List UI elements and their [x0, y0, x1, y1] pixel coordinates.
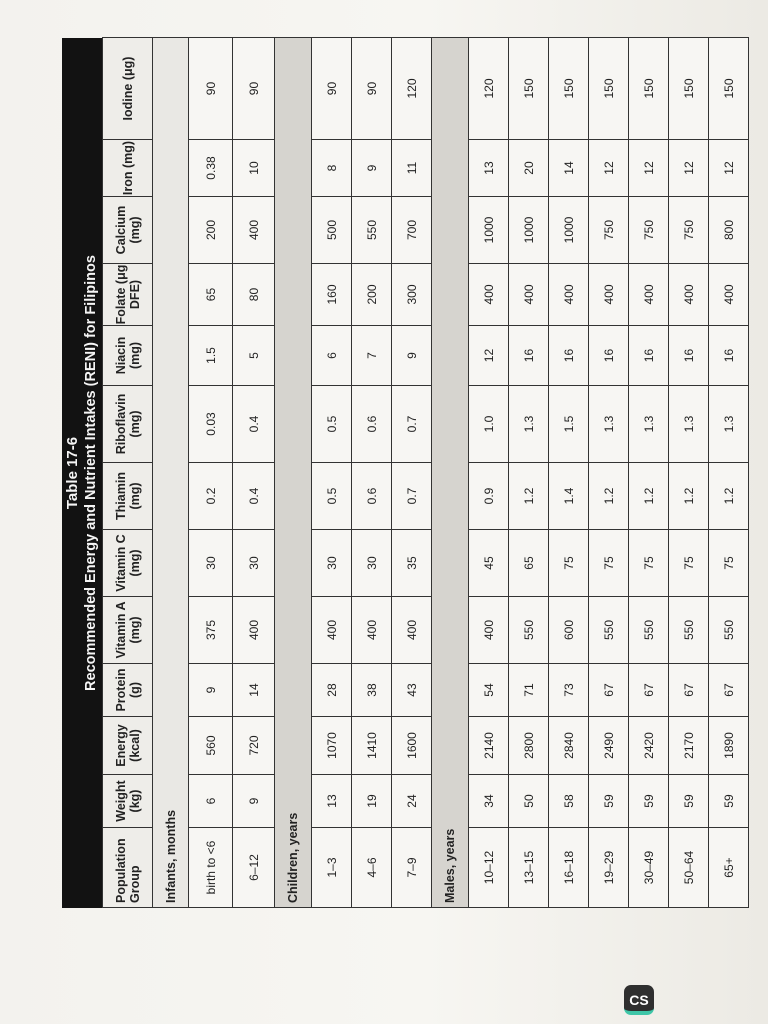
table-cell: 7: [352, 326, 392, 386]
table-cell: 6: [189, 775, 233, 828]
table-cell: 75: [549, 530, 589, 597]
section-row-infants: [153, 38, 189, 908]
table-cell: 150: [509, 38, 549, 140]
table-cell: 16: [589, 326, 629, 386]
table-cell: 58: [549, 775, 589, 828]
table-cell: 800: [709, 197, 749, 264]
table-cell: 4–6: [352, 828, 392, 908]
header-vitamin-a: Vitamin A (mg): [103, 597, 153, 664]
table-cell: 6–12: [233, 828, 275, 908]
table-cell: 400: [312, 597, 352, 664]
table-cell: 19: [352, 775, 392, 828]
table-cell: 400: [352, 597, 392, 664]
table-cell: 560: [189, 717, 233, 775]
section-row-males: [432, 38, 469, 908]
table-cell: 720: [233, 717, 275, 775]
table-cell: 2170: [669, 717, 709, 775]
table-cell: 73: [549, 664, 589, 717]
table-row: [312, 38, 352, 908]
table-cell: birth to <6: [189, 828, 233, 908]
table-cell: 1.2: [509, 463, 549, 530]
table-cell: 67: [709, 664, 749, 717]
table-cell: 30: [312, 530, 352, 597]
table-cell: 16: [709, 326, 749, 386]
table-cell: 90: [233, 38, 275, 140]
table-cell: 35: [392, 530, 432, 597]
table-cell: 59: [629, 775, 669, 828]
table-cell: 30: [352, 530, 392, 597]
table-cell: 2800: [509, 717, 549, 775]
table-cell: 1.0: [469, 386, 509, 463]
table-cell: 59: [669, 775, 709, 828]
table-cell: 71: [509, 664, 549, 717]
camscanner-logo-icon: CS: [624, 985, 654, 1015]
table-cell: 1000: [469, 197, 509, 264]
table-cell: 400: [392, 597, 432, 664]
table-cell: 0.5: [312, 463, 352, 530]
table-cell: 375: [189, 597, 233, 664]
table-cell: 1.2: [709, 463, 749, 530]
table-cell: 50–64: [669, 828, 709, 908]
table-cell: 9: [352, 140, 392, 197]
table-cell: 400: [669, 264, 709, 326]
table-cell: 16: [549, 326, 589, 386]
table-cell: 34: [469, 775, 509, 828]
table-cell: 750: [669, 197, 709, 264]
table-cell: 14: [233, 664, 275, 717]
table-cell: 65: [189, 264, 233, 326]
table-cell: 2420: [629, 717, 669, 775]
table-cell: 150: [629, 38, 669, 140]
table-row: [509, 38, 549, 908]
table-cell: 0.2: [189, 463, 233, 530]
table-cell: 9: [233, 775, 275, 828]
table-cell: 80: [233, 264, 275, 326]
table-cell: 1000: [509, 197, 549, 264]
table-cell: 400: [233, 597, 275, 664]
table-cell: 0.7: [392, 386, 432, 463]
table-cell: 12: [709, 140, 749, 197]
header-vitamin-c: Vitamin C (mg): [103, 530, 153, 597]
table-cell: 90: [189, 38, 233, 140]
table-cell: 550: [669, 597, 709, 664]
header-riboflavin: Riboflavin (mg): [103, 386, 153, 463]
header-energy: Energy (kcal): [103, 717, 153, 775]
table-cell: 0.38: [189, 140, 233, 197]
table-cell: 12: [469, 326, 509, 386]
table-cell: 0.6: [352, 463, 392, 530]
table-cell: 38: [352, 664, 392, 717]
table-cell: 750: [629, 197, 669, 264]
section-row-children: [275, 38, 312, 908]
table-cell: 30–49: [629, 828, 669, 908]
table-cell: 120: [469, 38, 509, 140]
table-cell: 1.2: [629, 463, 669, 530]
table-cell: 13: [312, 775, 352, 828]
table-cell: 28: [312, 664, 352, 717]
table-cell: 75: [589, 530, 629, 597]
table-row: [549, 38, 589, 908]
table-row: [669, 38, 709, 908]
table-cell: 12: [629, 140, 669, 197]
header-iodine: Iodine (μg): [103, 38, 153, 140]
table-cell: 54: [469, 664, 509, 717]
table-cell: 150: [549, 38, 589, 140]
table-cell: 8: [312, 140, 352, 197]
table-cell: 30: [189, 530, 233, 597]
table-cell: 16–18: [549, 828, 589, 908]
table-cell: 1.3: [669, 386, 709, 463]
table-cell: 75: [669, 530, 709, 597]
table-cell: 1.3: [509, 386, 549, 463]
table-cell: 1000: [549, 197, 589, 264]
table-cell: 59: [709, 775, 749, 828]
table-cell: 0.4: [233, 463, 275, 530]
table-cell: 300: [392, 264, 432, 326]
table-cell: 16: [629, 326, 669, 386]
header-iron: Iron (mg): [103, 140, 153, 197]
table-cell: 90: [352, 38, 392, 140]
table-cell: 750: [589, 197, 629, 264]
table-cell: 550: [589, 597, 629, 664]
table-cell: 400: [629, 264, 669, 326]
table-cell: 1.2: [669, 463, 709, 530]
table-row: [709, 38, 749, 908]
table-cell: 13–15: [509, 828, 549, 908]
table-cell: 10–12: [469, 828, 509, 908]
header-thiamin: Thiamin (mg): [103, 463, 153, 530]
header-protein: Protein (g): [103, 664, 153, 717]
table-cell: 65: [509, 530, 549, 597]
section-label: Infants, months: [153, 38, 189, 908]
table-cell: 400: [469, 597, 509, 664]
table-cell: 59: [589, 775, 629, 828]
table-title: Recommended Energy and Nutrient Intakes (RENI) for Filipinos: [83, 255, 99, 691]
table-cell: 400: [509, 264, 549, 326]
table-cell: 1.5: [549, 386, 589, 463]
table-cell: 43: [392, 664, 432, 717]
table-cell: 0.9: [469, 463, 509, 530]
header-row: [103, 38, 153, 908]
table-cell: 1070: [312, 717, 352, 775]
table-cell: 5: [233, 326, 275, 386]
table-cell: 11: [392, 140, 432, 197]
table-cell: 7–9: [392, 828, 432, 908]
table-cell: 9: [392, 326, 432, 386]
table-cell: 67: [589, 664, 629, 717]
table-number: Table 17-6: [64, 436, 81, 510]
table-cell: 1600: [392, 717, 432, 775]
header-niacin: Niacin (mg): [103, 326, 153, 386]
table-row: [589, 38, 629, 908]
table-cell: 400: [709, 264, 749, 326]
table-cell: 500: [312, 197, 352, 264]
table-cell: 6: [312, 326, 352, 386]
table-cell: 65+: [709, 828, 749, 908]
table-row: [189, 38, 233, 908]
table-cell: 10: [233, 140, 275, 197]
table-cell: 0.4: [233, 386, 275, 463]
table-row: [392, 38, 432, 908]
table-cell: 13: [469, 140, 509, 197]
table-title-band: [62, 38, 102, 908]
table-cell: 1410: [352, 717, 392, 775]
table-cell: 75: [629, 530, 669, 597]
table-cell: 9: [189, 664, 233, 717]
table-cell: 16: [669, 326, 709, 386]
table-cell: 24: [392, 775, 432, 828]
table-cell: 1.3: [629, 386, 669, 463]
table-cell: 200: [189, 197, 233, 264]
table-row: [233, 38, 275, 908]
table-cell: 12: [589, 140, 629, 197]
table-cell: 2140: [469, 717, 509, 775]
table-cell: 19–29: [589, 828, 629, 908]
header-calcium: Calcium (mg): [103, 197, 153, 264]
table-cell: 1.2: [589, 463, 629, 530]
table-row: [469, 38, 509, 908]
table-cell: 1.3: [589, 386, 629, 463]
table-cell: 14: [549, 140, 589, 197]
reni-table: [102, 37, 749, 908]
table-cell: 20: [509, 140, 549, 197]
table-row: [352, 38, 392, 908]
table-cell: 550: [509, 597, 549, 664]
table-cell: 400: [549, 264, 589, 326]
table-cell: 30: [233, 530, 275, 597]
table-row: [629, 38, 669, 908]
rotated-table-container: [62, 38, 742, 908]
table-cell: 0.6: [352, 386, 392, 463]
table-cell: 0.03: [189, 386, 233, 463]
table-cell: 67: [629, 664, 669, 717]
table-cell: 400: [233, 197, 275, 264]
table-cell: 600: [549, 597, 589, 664]
table-cell: 2840: [549, 717, 589, 775]
table-cell: 150: [709, 38, 749, 140]
table-cell: 90: [312, 38, 352, 140]
table-cell: 75: [709, 530, 749, 597]
table-cell: 700: [392, 197, 432, 264]
table-cell: 550: [352, 197, 392, 264]
table-cell: 45: [469, 530, 509, 597]
header-weight: Weight (kg): [103, 775, 153, 828]
table-cell: 120: [392, 38, 432, 140]
table-cell: 150: [589, 38, 629, 140]
header-folate: Folate (μg DFE): [103, 264, 153, 326]
table-cell: 16: [509, 326, 549, 386]
table-cell: 400: [589, 264, 629, 326]
table-cell: 0.5: [312, 386, 352, 463]
section-label: Children, years: [275, 38, 312, 908]
table-cell: 160: [312, 264, 352, 326]
table-cell: 550: [709, 597, 749, 664]
table-cell: 2490: [589, 717, 629, 775]
section-label: Males, years: [432, 38, 469, 908]
table-cell: 200: [352, 264, 392, 326]
table-cell: 400: [469, 264, 509, 326]
table-cell: 67: [669, 664, 709, 717]
table-cell: 1.5: [189, 326, 233, 386]
table-cell: 150: [669, 38, 709, 140]
table-cell: 12: [669, 140, 709, 197]
table-cell: 0.7: [392, 463, 432, 530]
table-cell: 50: [509, 775, 549, 828]
table-cell: 1–3: [312, 828, 352, 908]
table-cell: 1.3: [709, 386, 749, 463]
table-cell: 550: [629, 597, 669, 664]
table-cell: 1890: [709, 717, 749, 775]
table-cell: 1.4: [549, 463, 589, 530]
header-population-group: Population Group: [103, 828, 153, 908]
